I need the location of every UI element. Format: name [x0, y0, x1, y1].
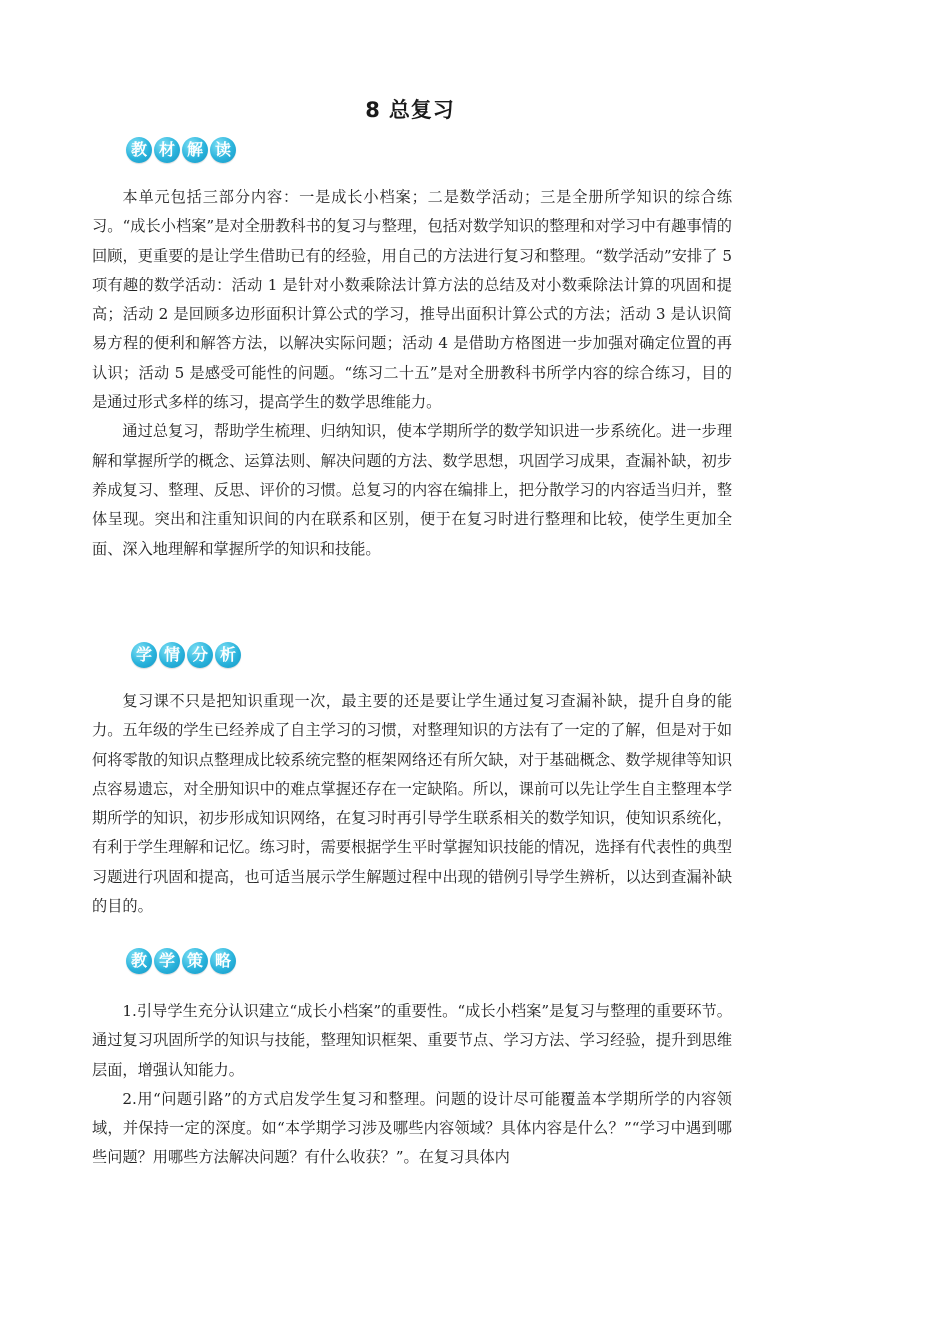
paragraph: 本单元包括三部分内容：一是成长小档案；二是数学活动；三是全册所学知识的综合练习。“成长小档案”是对全册教科书的复习与整理，包括对数学知识的整理和对学习中有趣事情的回顾，更重要的是让学生借助已有的经验，用自己的方法进行复习和整理。“数学活动”安排了 5 项有趣的数学活动：活动 1 是针对小数乘除法计算方法的总结及对小数乘除法计算的巩固和提高；活动 2 是回顾多边形面积计算公式的学习，推导出面积计算公式的方法；活动 3 是认识简易方程的便利和解答方法，以解决实际问题；活动 4 是借助方格图进一步加强对确定位置的再认识；活动 5 是感受可能性的问题。“练习二十五”是对全册教科书所学内容的综合练习，目的是通过形式多样的练习，提高学生的数学思维能力。: [92, 188, 732, 412]
chapter-number: 8: [365, 98, 381, 122]
section-body-learner-analysis: [92, 687, 732, 921]
heading-char: 读: [210, 137, 236, 163]
section-heading-learner-analysis: [131, 642, 241, 668]
heading-char: 析: [215, 642, 241, 668]
chapter-title: 总复习: [388, 98, 455, 122]
paragraph: 2.用“问题引路”的方式启发学生复习和整理。问题的设计尽可能覆盖本学期所学的内容领域，并保持一定的深度。如“本学期学习涉及哪些内容领域？具体内容是什么？”“学习中遇到哪些问题？用哪些方法解决问题？有什么收获？”。在复习具体内: [92, 1089, 732, 1167]
page-title: [0, 94, 820, 124]
heading-char: 教: [126, 948, 152, 974]
heading-char: 分: [187, 642, 213, 668]
paragraph: 复习课不只是把知识重现一次，最主要的还是要让学生通过复习查漏补缺，提升自身的能力。五年级的学生已经养成了自主学习的习惯，对整理知识的方法有了一定的了解，但是对于如何将零散的知识点整理成比较系统完整的框架网络还有所欠缺，对于基础概念、数学规律等知识点容易遗忘，对全册知识中的难点掌握还存在一定缺陷。所以，课前可以先让学生自主整理本学期所学的知识，初步形成知识网络，在复习时再引导学生联系相关的数学知识，使知识系统化，有利于学生理解和记忆。练习时，需要根据学生平时掌握知识技能的情况，选择有代表性的典型习题进行巩固和提高，也可适当展示学生解题过程中出现的错例引导学生辨析，以达到查漏补缺的目的。: [92, 692, 732, 916]
heading-char: 学: [154, 948, 180, 974]
paragraph: 1.引导学生充分认识建立“成长小档案”的重要性。“成长小档案”是复习与整理的重要环节。通过复习巩固所学的知识与技能，整理知识框架、重要节点、学习方法、学习经验，提升到思维层面，增强认知能力。: [92, 1002, 732, 1079]
heading-char: 材: [154, 137, 180, 163]
heading-char: 解: [182, 137, 208, 163]
paragraph: 通过总复习，帮助学生梳理、归纳知识，使本学期所学的数学知识进一步系统化。进一步理解和掌握所学的概念、运算法则、解决问题的方法、数学思想，巩固学习成果，查漏补缺，初步养成复习、整理、反思、评价的习惯。总复习的内容在编排上，把分散学习的内容适当归并，整体呈现。突出和注重知识间的内在联系和区别，便于在复习时进行整理和比较，使学生更加全面、深入地理解和掌握所学的知识和技能。: [92, 422, 732, 558]
heading-char: 学: [131, 642, 157, 668]
section-heading-textbook-reading: [126, 137, 236, 163]
section-body-textbook-reading: [92, 183, 732, 564]
heading-char: 教: [126, 137, 152, 163]
section-heading-teaching-strategy: [126, 948, 236, 974]
heading-char: 策: [182, 948, 208, 974]
heading-char: 略: [210, 948, 236, 974]
section-body-teaching-strategy: [92, 997, 732, 1173]
heading-char: 情: [159, 642, 185, 668]
